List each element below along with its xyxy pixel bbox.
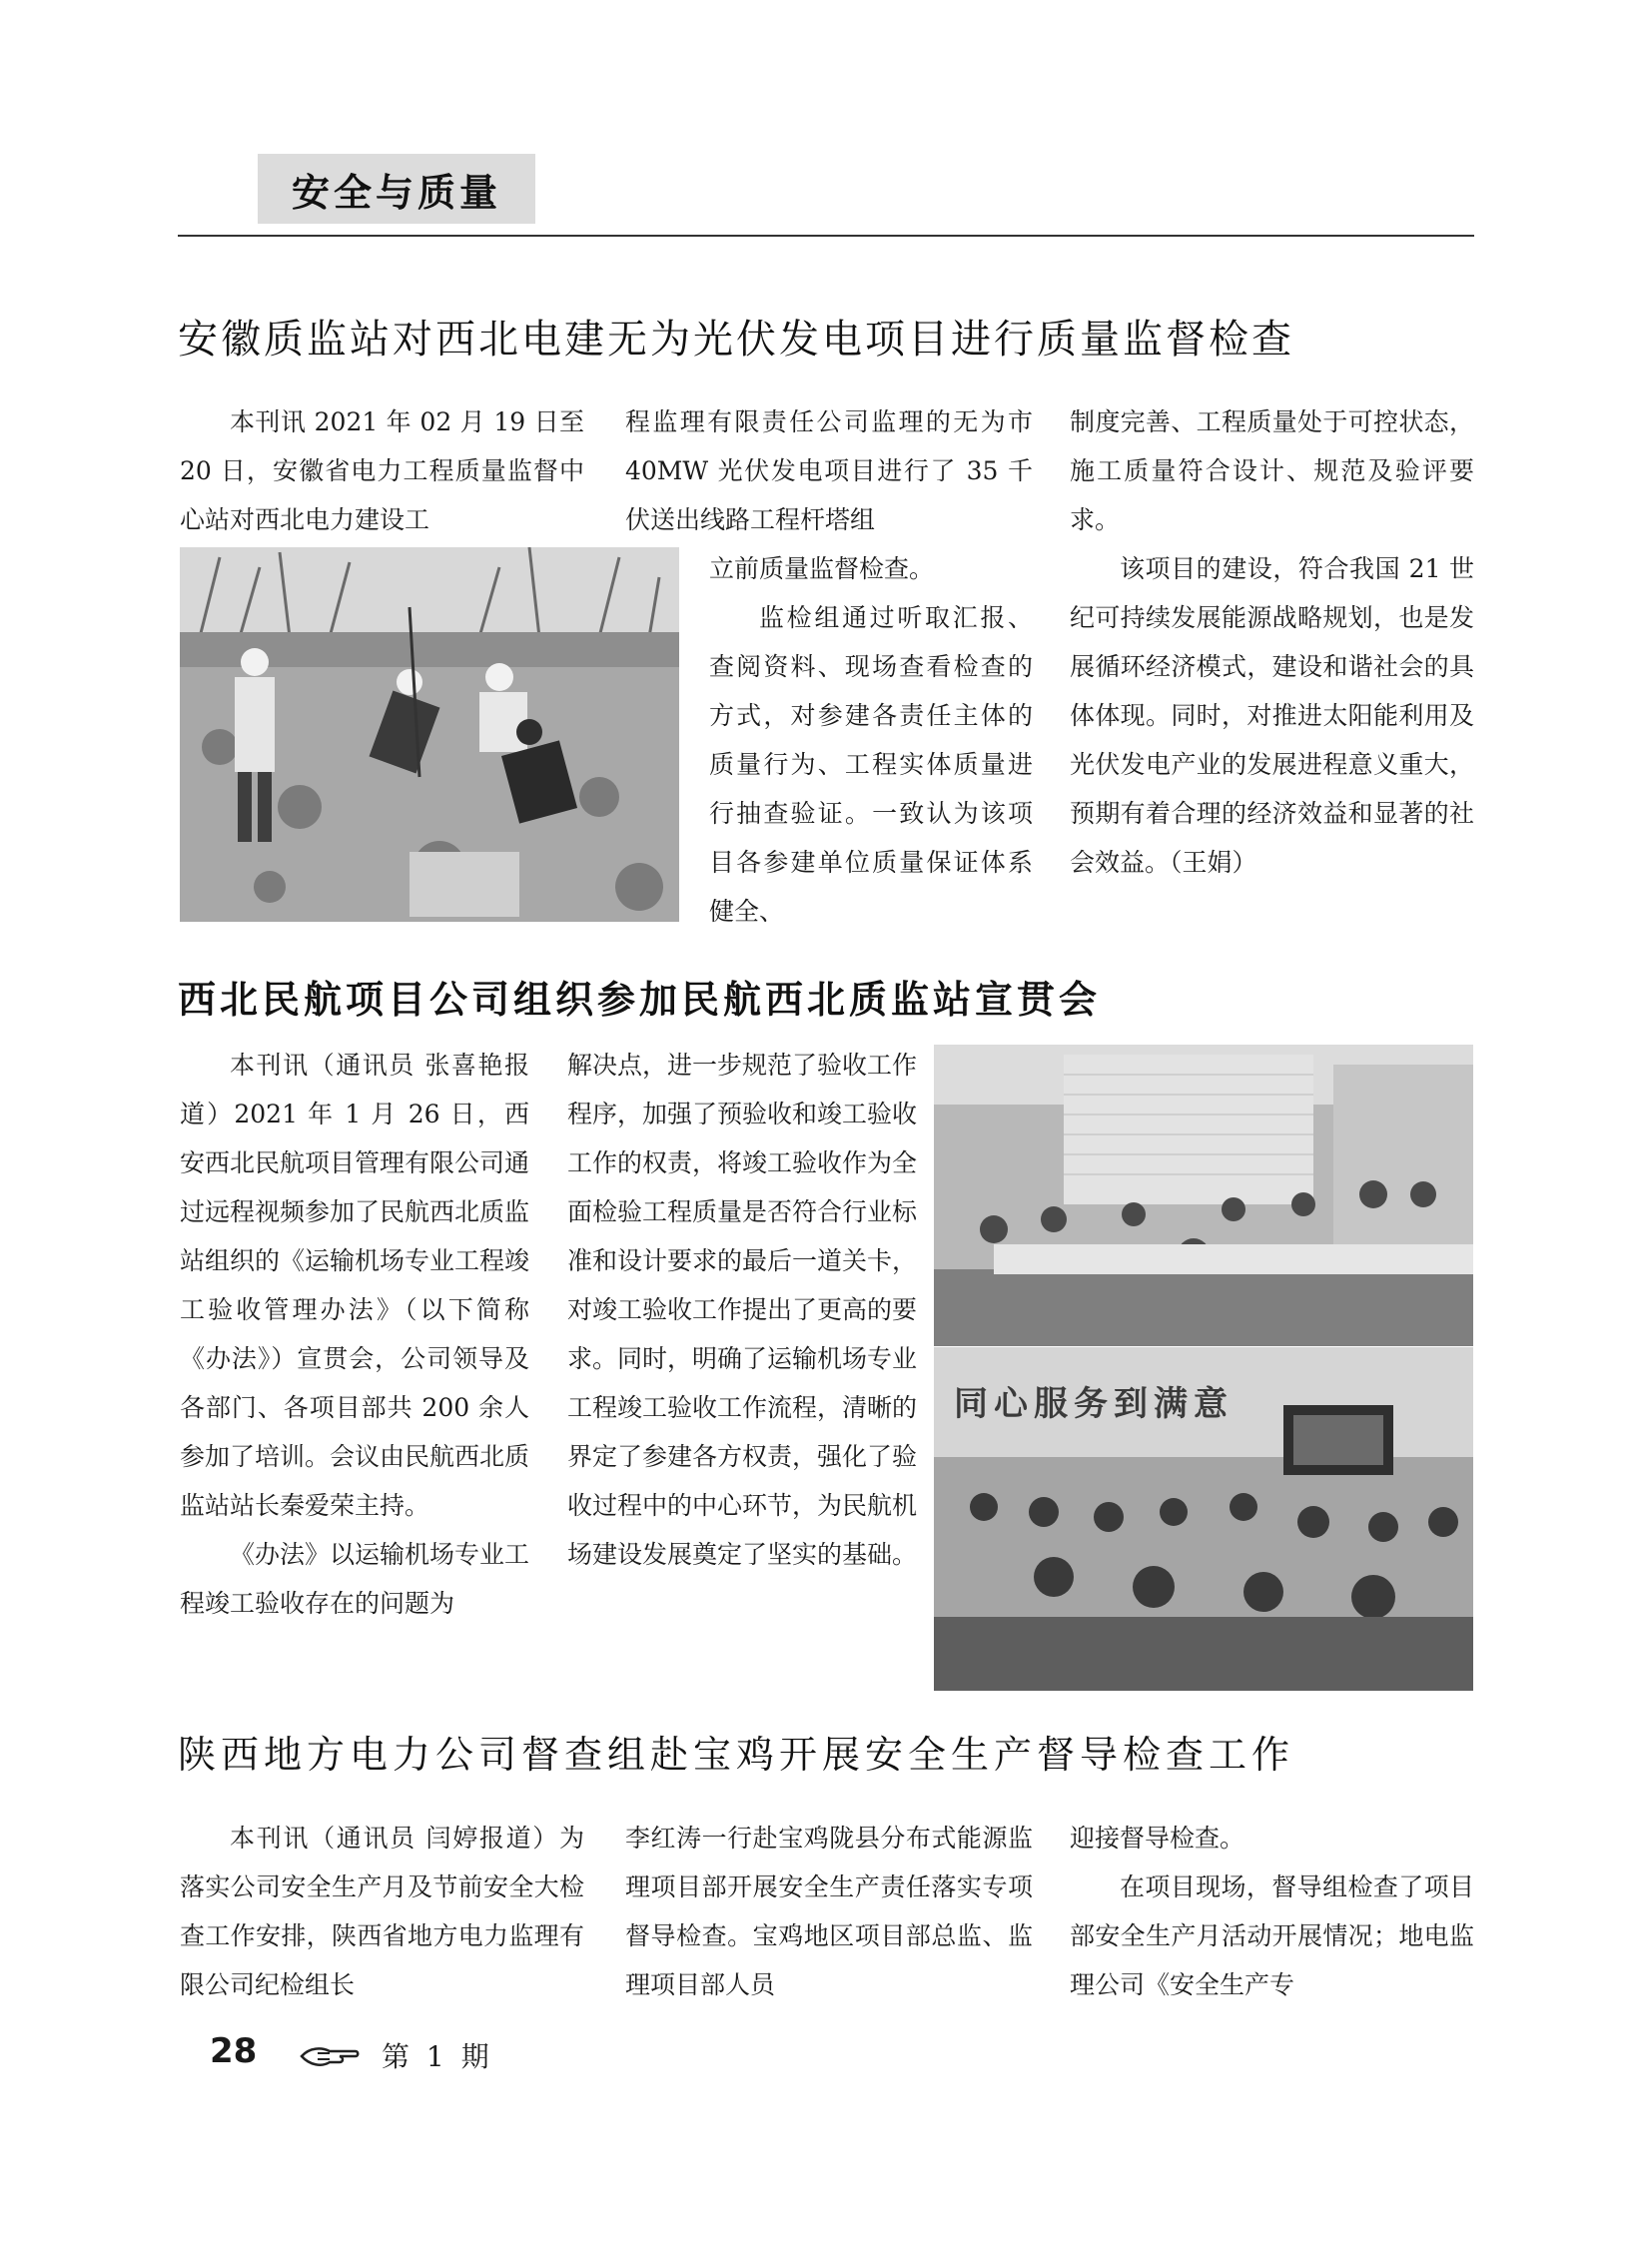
article1-col1 <box>180 397 584 544</box>
article3-col2 <box>625 1814 1033 2009</box>
article1-col2-top-text: 程监理有限责任公司监理的无为市 40MW 光伏发电项目进行了 35 千伏送出线路工程杆塔组 <box>625 407 1033 534</box>
article3-col1-text: 本刊讯（通讯员 闫婷报道）为落实公司安全生产月及节前安全大检查工作安排，陕西省地方电力监理有限公司纪检组长 <box>180 1824 584 1999</box>
article2-col1 <box>180 1041 529 1628</box>
article2-photo-bottom <box>934 1347 1473 1691</box>
article1-col2-top <box>625 397 1033 544</box>
photo-wall-slogan: 同心服务到满意 <box>954 1384 1234 1424</box>
article1-photo <box>180 547 679 922</box>
article3-col3-p2-text: 在项目现场，督导组检查了项目部安全生产月活动开展情况；地电监理公司《安全生产专 <box>1070 1872 1474 1999</box>
photo-meeting-room-2 <box>934 1347 1473 1691</box>
article2-title: 西北民航项目公司组织参加民航西北质监站宣贯会 <box>178 977 1102 1022</box>
article2-col1-p1-text: 本刊讯（通讯员 张喜艳报道）2021 年 1 月 26 日，西安西北民航项目管理有限公司通过远程视频参加了民航西北质监站组织的《运输机场专业工程竣工验收管理办法》（以下简称《办法》）宣贯会，公司领导及各部门、各项目部共 200 余人参加了培训。会议由民航西北质监站站长秦爱荣主持。 <box>180 1051 530 1520</box>
article3-col3-p1-text: 迎接督导检查。 <box>1070 1824 1245 1853</box>
article1-col2-p2-text: 监检组通过听取汇报、查阅资料、现场查看检查的方式，对参建各责任主体的质量行为、工程实体质量进行抽查验证。一致认为该项目各参建单位质量保证体系健全、 <box>709 603 1033 926</box>
article1-col2-bottom <box>709 544 1033 936</box>
section-tag: 安全与质量 <box>258 154 535 224</box>
article2-col2 <box>567 1041 917 1579</box>
article1-col3-p2-text: 该项目的建设，符合我国 21 世纪可持续发展能源战略规划，也是发展循环经济模式，建设和谐社会的具体体现。同时，对推进太阳能利用及光伏发电产业的发展进程意义重大，预期有着合理的经济效益和显著的社会效益。（王娟） <box>1070 554 1474 877</box>
article3-col1 <box>180 1814 584 2009</box>
article2-col2-text: 解决点，进一步规范了验收工作程序，加强了预验收和竣工验收工作的权责，将竣工验收作为全面检验工程质量是否符合行业标准和设计要求的最后一道关卡，对竣工验收工作提出了更高的要求。同时，明确了运输机场专业工程竣工验收工作流程，清晰的界定了参建各方权责，强化了验收过程中的中心环节，为民航机场建设发展奠定了坚实的基础。 <box>567 1051 918 1569</box>
article1-title: 安徽质监站对西北电建无为光伏发电项目进行质量监督检查 <box>178 317 1294 363</box>
article3-col3 <box>1070 1814 1474 2009</box>
photo-workers-inspection <box>180 547 679 922</box>
article1-col3-p1-text: 制度完善、工程质量处于可控状态，施工质量符合设计、规范及验评要求。 <box>1070 407 1474 534</box>
article1-col2-mid-text: 立前质量监督检查。 <box>709 554 935 583</box>
article1-col1-text: 本刊讯 2021 年 02 月 19 日至 20 日，安徽省电力工程质量监督中心站对西北电力建设工 <box>180 407 584 534</box>
article2-photo-top <box>934 1045 1473 1346</box>
article1-col3 <box>1070 397 1474 887</box>
article3-title: 陕西地方电力公司督查组赴宝鸡开展安全生产督导检查工作 <box>178 1733 1295 1777</box>
article3-col2-text: 李红涛一行赴宝鸡陇县分布式能源监理项目部开展安全生产责任落实专项督导检查。宝鸡地区项目部总监、监理项目部人员 <box>625 1824 1033 1999</box>
issue-number: 第 1 期 <box>382 2040 493 2073</box>
hand-pointer-icon <box>300 2043 360 2069</box>
header-rule <box>178 235 1474 237</box>
page-number: 28 <box>210 2031 258 2071</box>
photo-meeting-room-1 <box>934 1045 1473 1346</box>
article2-col1-p2-text: 《办法》以运输机场专业工程竣工验收存在的问题为 <box>180 1540 530 1618</box>
